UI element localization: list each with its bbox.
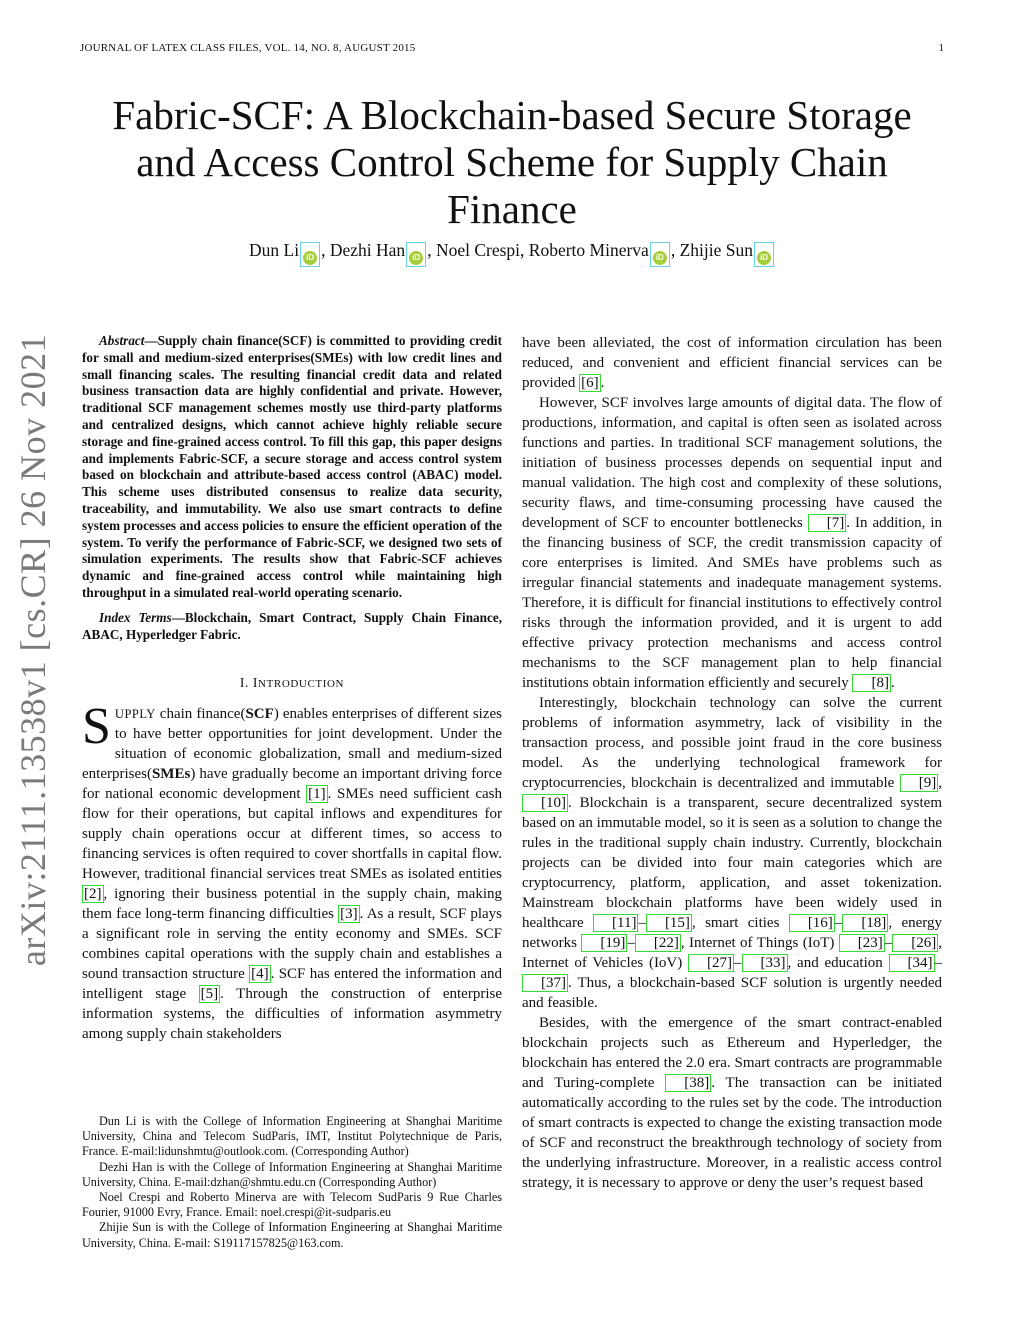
- orcid-icon[interactable]: iD: [300, 242, 320, 267]
- text-run: . Thus, a blockchain-based SCF solution is urgently needed and feasible.: [522, 975, 942, 1011]
- text-run: –: [734, 955, 742, 971]
- index-terms-text: —Blockchain, Smart Contract, Supply Chain Finance, ABAC, Hyperledger Fabric.: [82, 609, 502, 642]
- text-run: chain finance(: [155, 706, 246, 723]
- drop-cap: S: [82, 698, 111, 756]
- text-run: . The transaction can be initiated automatically according to the rules set by the code. The introduction of smart contracts is expected to change the existing transaction mode of SCF and reconstruct the breakthrough technology of society from the underlying infrastructure. Moreover, in a realistic access control strategy, it is necessary to approve or deny the user’s request based: [522, 1075, 943, 1191]
- right-column: [522, 333, 942, 1193]
- paper-title: Fabric-SCF: A Blockchain-based Secure Storage and Access Control Scheme for Supply Chain Finance: [112, 92, 912, 232]
- paragraph: [522, 693, 942, 1013]
- text-run: However, SCF involves large amounts of digital data. The flow of productions, information, and capital is often seen as isolated across functions and parties. In traditional SCF management solutions, the initiation of business processes depends on sequential input and manual validation. The high cost and complexity of these solutions, security flaws, and time-consuming processing have caused the development of SCF to encounter bottlenecks: [522, 395, 942, 531]
- abstract-label: Abstract: [99, 333, 145, 348]
- running-head: JOURNAL OF LATEX CLASS FILES, VOL. 14, NO. 8, AUGUST 2015: [80, 42, 416, 54]
- citation-link[interactable]: [9]: [900, 774, 939, 792]
- text-run: have been alleviated, the cost of information circulation has been reduced, and convenient and efficient financial services can be provided: [522, 335, 942, 391]
- section-heading: [82, 673, 502, 694]
- paragraph: [522, 393, 942, 693]
- footnote: Dun Li is with the College of Information Engineering at Shanghai Maritime University, China and Telecom SudParis, IMT, Institut Polytechnique de Paris, France. E-mail:lidunshmtu@outlook.com. (Corresponding Author): [82, 1114, 502, 1159]
- text-run: , ignoring their business potential in the supply chain, making them face long-term financing difficulties: [82, 886, 502, 923]
- citation-link[interactable]: [1]: [308, 786, 326, 803]
- citation-link[interactable]: [15]: [646, 914, 692, 932]
- section-title: NTRODUCTION: [258, 678, 345, 691]
- citation-link[interactable]: [27]: [688, 954, 734, 972]
- text-run: –: [834, 915, 843, 931]
- text-run: , Internet of Things (IoT): [680, 935, 839, 951]
- text-run: ,: [938, 775, 942, 791]
- citation-link[interactable]: [6]: [581, 375, 599, 391]
- text-run: .: [890, 675, 895, 691]
- paragraph: [522, 333, 942, 393]
- text-run: , and education: [787, 955, 889, 971]
- text-run: ) have gradually become an important driving force for national economic development: [82, 766, 502, 803]
- citation-link[interactable]: [34]: [889, 954, 935, 972]
- author-separator: ,: [427, 240, 436, 260]
- citation-link[interactable]: [8]: [852, 674, 891, 692]
- author-separator: ,: [670, 240, 680, 260]
- orcid-icon[interactable]: iD: [406, 242, 426, 267]
- text-run: , energy networks: [522, 915, 942, 951]
- footnote: Noel Crespi and Roberto Minerva are with Telecom SudParis 9 Rue Charles Fourier, 91000 Evry, France. Email: noel.crespi@it-sudparis.eu: [82, 1190, 502, 1220]
- citation-link[interactable]: [26]: [892, 934, 938, 952]
- text-run: .: [600, 375, 605, 391]
- arxiv-stamp-text: arXiv:2111.13538v1 [cs.CR] 26 Nov 2021: [13, 333, 53, 967]
- abstract: [82, 333, 502, 602]
- citation-link[interactable]: [3]: [340, 906, 358, 923]
- text-run: . Through the construction of enterprise information systems, the difficulties of information asymmetry among supply chain stakeholders: [82, 986, 502, 1043]
- text-run: . SMEs need sufficient cash flow for their operations, but capital inflows and expenditures for supply chain operations occur at different times, so access to financing services is often required to cover shortfalls in capital flow. However, traditional financial services treat SMEs as isolated entities: [82, 786, 502, 883]
- abstract-text: —Supply chain finance(SCF) is committed to providing credit for small and medium-sized enterprises(SMEs) with low credit lines and small financing scales. The resulting financial credit data and related business transaction data are highly confidential and private. However, traditional SCF management schemes mostly use third-party platforms and centralized designs, which cannot achieve highly reliable secure storage and fine-grained access control. To fill this gap, this paper designs and implements Fabric-SCF, a secure storage and access control system based on blockchain and attribute-based access control (ABAC) model. This scheme uses distributed consensus to realize data security, traceability, and immutability. We also use smart contracts to define system processes and access policies to ensure the efficient operation of the system. To verify the performance of Fabric-SCF, we designed two sets of simulation experiments. The results show that Fabric-SCF achieves dynamic and fine-grained access control while maintaining high throughput in a simulated real-world operating scenario.: [82, 333, 502, 600]
- author-name: Zhijie Sun: [679, 240, 753, 260]
- section-numeral: I. I: [239, 675, 259, 691]
- text-run: . In addition, in the financing business of SCF, the credit transmission capacity of core enterprises is limited. And SMEs have problems such as irregular financial statements and inadequate management systems. Therefore, it is difficult for financial institutions to effectively control risks through the information provided, and it is urgent to add effective privacy protection mechanisms and access control mechanisms to the SCF management plan to help financial institutions obtain information efficiently and securely: [522, 515, 943, 691]
- citation-link[interactable]: [38]: [665, 1074, 711, 1092]
- orcid-icon[interactable]: iD: [754, 242, 774, 267]
- orcid-icon[interactable]: iD: [650, 242, 670, 267]
- footnotes: [82, 1114, 502, 1251]
- citation-link[interactable]: [19]: [581, 934, 627, 952]
- citation-link[interactable]: [4]: [251, 966, 269, 983]
- author-name: Dun Li: [249, 240, 300, 260]
- author-separator: ,: [321, 240, 330, 260]
- left-column: [82, 333, 502, 1044]
- page-number: 1: [938, 42, 944, 54]
- arxiv-stamp: [12, 333, 54, 967]
- text-run: , Internet of Vehicles (IoV): [522, 935, 942, 971]
- citation-link[interactable]: [7]: [808, 514, 847, 532]
- footnote: Dezhi Han is with the College of Information Engineering at Shanghai Maritime University, China. E-mail:dzhan@shmtu.edu.cn (Corresponding Author): [82, 1159, 502, 1189]
- footnote: Zhijie Sun is with the College of Information Engineering at Shanghai Maritime University, China. E-mail: S19117157825@163.com.: [82, 1220, 502, 1250]
- text-run: –: [638, 915, 646, 931]
- text-run: Besides, with the emergence of the smart contract-enabled blockchain projects such as Ethereum and Hyperledger, the blockchain has entered the 2.0 era. Smart contracts are programmable and Turing-complete: [522, 1015, 942, 1091]
- index-terms: [82, 610, 502, 644]
- citation-link[interactable]: [22]: [635, 934, 681, 952]
- citation-link[interactable]: [33]: [742, 954, 788, 972]
- citation-link[interactable]: [16]: [789, 914, 835, 932]
- citation-link[interactable]: [11]: [593, 914, 638, 932]
- text-run: –: [627, 935, 635, 951]
- text-run: –: [934, 955, 943, 971]
- text-run: . As a result, SCF plays a significant role in serving the entity economy and SMEs. SCF combines capital operations with the supply chain and establishes a sound transaction structure: [82, 906, 502, 983]
- author-name: Dezhi Han: [329, 240, 406, 260]
- text-run: Interestingly, blockchain technology can solve the current problems of information asymmetry, lack of visibility in the transaction process, and possible joint fraud in the core business model. As the underlying technological framework for cryptocurrencies, blockchain is decentralized and immutable: [522, 695, 942, 791]
- citation-link[interactable]: [2]: [84, 886, 102, 903]
- text-run: . SCF has entered the information and intelligent stage: [82, 966, 502, 1003]
- citation-link[interactable]: [10]: [522, 794, 568, 812]
- text-run: –: [884, 935, 893, 951]
- text-run: , smart cities: [691, 915, 789, 931]
- intro-paragraph: [82, 698, 502, 1044]
- bold-term: SCF: [245, 706, 274, 723]
- citation-link[interactable]: [5]: [200, 986, 219, 1003]
- index-terms-label: Index Terms: [99, 609, 172, 625]
- author-list: [80, 240, 944, 267]
- citation-link[interactable]: [37]: [522, 974, 568, 992]
- bold-term: SMEs: [151, 766, 191, 783]
- paragraph: [522, 1013, 942, 1193]
- text-run: ) enables enterprises of different sizes to have better opportunities for joint development. Under the situation of economic globalization, small and medium-sized enterprises(: [82, 706, 502, 783]
- author-name: Noel Crespi, Roberto Minerva: [435, 240, 649, 260]
- citation-link[interactable]: [18]: [842, 914, 888, 932]
- intro-caps: UPPLY: [114, 707, 156, 722]
- text-run: . Blockchain is a transparent, secure decentralized system based on an immutable model, so it is seen as a solution to change the rules in the traditional supply chain industry. Currently, blockchain projects can be divided into four main categories which are cryptocurrency, platform, application, and asset tokenization. Mainstream blockchain platforms have been widely used in healthcare: [522, 795, 942, 931]
- citation-link[interactable]: [23]: [839, 934, 885, 952]
